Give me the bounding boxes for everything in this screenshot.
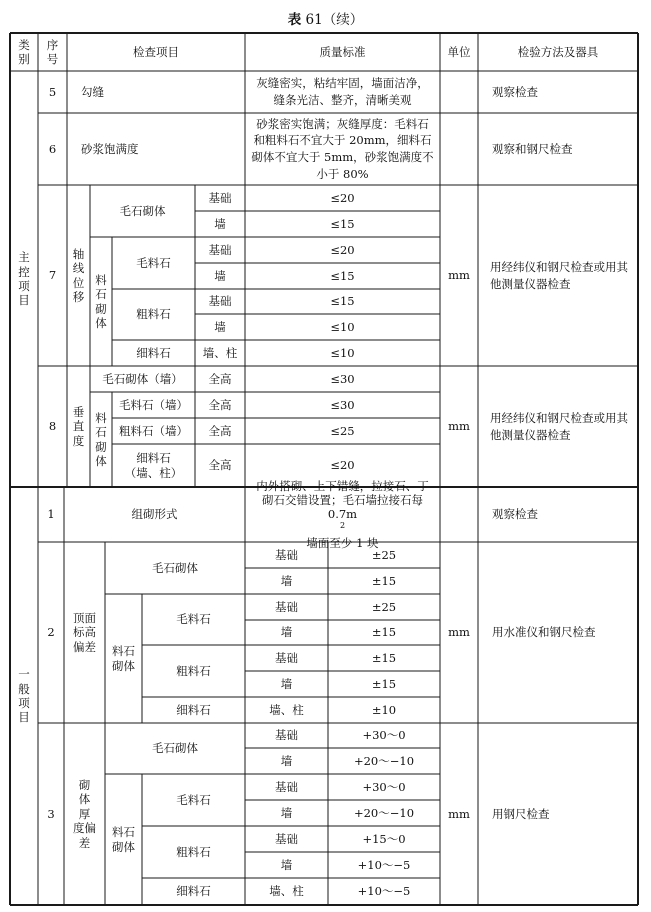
tolerance-value: ±15 [371,676,397,691]
part-label: 墙 [280,753,293,768]
header-unit: 单位 [447,44,471,59]
row-number: 1 [47,507,55,522]
standard-text: 内外搭砌、上下错缝，拉接石、丁砌石交错设置；毛石墙拉接石每 0.7m $^2$ 墙面至少 1 块 [256,478,429,551]
part-label: 墙、柱 [269,702,304,717]
row-number: 7 [48,268,57,283]
unit-text: mm [448,419,470,434]
item-label: 勾缝 [81,84,104,99]
sub-item: 粗料石 [176,663,211,678]
header-method: 检验方法及器具 [517,44,599,59]
part-label: 基础 [208,294,232,309]
part-label: 墙 [214,216,226,231]
row-number: 8 [48,419,57,434]
part-label: 墙 [280,573,293,588]
tolerance-value: +30～0 [362,779,406,794]
method-text: 用经纬仪和钢尺检查或用其他测量仪器检查 [490,410,628,442]
part-label: 基础 [275,599,298,614]
method-text: 用经纬仪和钢尺检查或用其他测量仪器检查 [490,259,628,291]
item-label-top-elevation: 顶面 标高 偏差 [73,610,96,654]
tolerance-value: +10～−5 [357,884,411,899]
tolerance-value: ≤20 [330,458,355,473]
sub-item: 细料石 [176,884,211,899]
row-number: 6 [48,141,57,156]
item-label-verticality: 垂 直 度 [72,404,85,448]
header-standard: 质量标准 [319,44,366,59]
tolerance-value: +30～0 [362,728,406,743]
standard-text: 砂浆密实饱满；灰缝厚度：毛料石和粗料石不宜大于 20mm，细料石砌体不宜大于 5mm，砂浆饱满度不小于 80% [251,116,434,181]
tolerance-value: +20～−10 [353,753,415,768]
part-label: 基础 [275,728,298,743]
sub-item: 毛料石 [136,255,171,270]
tolerance-value: ±15 [371,625,397,640]
sub-item: 毛石砌体 [152,560,198,575]
sub-item: 毛料石 [176,792,211,807]
tolerance-value: +10～−5 [357,857,411,872]
standard-text: 灰缝密实，粘结牢固，墙面洁净，缝条光洁、整齐，清晰美观 [256,76,429,107]
sub-item: 粗料石 [176,844,211,859]
part-label: 基础 [275,547,298,562]
method-text: 用水准仪和钢尺检查 [492,625,596,640]
part-label: 基础 [275,650,298,665]
part-label: 全高 [208,371,232,386]
tolerance-value: ≤10 [330,319,355,334]
method-text: 观察检查 [492,84,538,99]
part-label: 基础 [208,190,232,205]
table-title: 表 61（续） [287,12,364,28]
method-text: 用钢尺检查 [492,806,550,821]
tolerance-value: +15～0 [362,831,406,846]
method-text: 观察检查 [492,507,538,522]
sub-item: 细料石 [136,345,171,360]
tolerance-value: ±15 [371,573,397,588]
tolerance-value: ≤15 [330,268,355,283]
part-label: 全高 [208,397,232,412]
part-label: 墙 [214,268,226,283]
part-label: 墙、柱 [269,884,304,899]
part-label: 基础 [208,242,232,257]
row-number: 3 [47,806,55,821]
tolerance-value: ≤10 [330,345,355,360]
part-label: 基础 [275,831,298,846]
part-label: 墙、柱 [202,345,238,360]
item-label-thickness: 砌 体 厚 度偏 差 [73,778,96,850]
item-label: 组砌形式 [131,507,178,522]
part-label: 全高 [208,423,232,438]
tolerance-value: +20～−10 [353,805,415,820]
tolerance-value: ±25 [371,599,397,614]
row-number: 2 [47,625,55,640]
item-label: 砂浆饱满度 [81,141,139,156]
sub-item: 细料石 （墙、柱） [124,451,183,480]
tolerance-value: ≤25 [330,423,355,438]
sub-item: 毛石砌体（墙） [102,371,183,386]
sub-item: 细料石 [176,702,211,717]
part-label: 墙 [280,857,293,872]
header-item: 检查项目 [133,44,179,59]
category-general: 一 般 项 目 [18,667,30,725]
item-label-axis: 轴 线 位 移 [72,246,85,304]
part-label: 墙 [280,805,293,820]
tolerance-value: ≤30 [330,397,355,412]
unit-text: mm [448,268,470,283]
sub-item: 粗料石 [136,307,171,322]
header-number: 序 号 [46,37,59,66]
sub-item: 粗料石（墙） [119,423,188,438]
tolerance-value: ±25 [371,547,397,562]
tolerance-value: ±10 [371,702,397,717]
tolerance-value: ≤15 [330,294,355,309]
sub-group-label: 料石 砌体 [112,644,135,673]
part-label: 墙 [280,676,293,691]
part-label: 墙 [280,625,293,640]
sub-item: 毛料石（墙） [119,397,188,412]
part-label: 基础 [275,779,298,794]
tolerance-value: ≤20 [330,190,355,205]
header-category: 类 别 [18,37,30,66]
sub-item: 毛石砌体 [119,203,166,218]
sub-group-label: 料 石 砌 体 [95,410,107,468]
sub-group-label: 料石 砌体 [112,825,135,854]
method-text: 观察和钢尺检查 [492,141,573,156]
part-label: 墙 [214,319,226,334]
sub-item: 毛料石 [176,612,211,627]
sub-group-label: 料 石 砌 体 [95,272,107,330]
unit-text: mm [448,625,470,640]
tolerance-value: ≤15 [330,216,355,231]
row-number: 5 [48,84,57,99]
tolerance-value: ≤30 [330,371,355,386]
category-main: 主 控 项 目 [18,250,30,308]
tolerance-value: ±15 [371,650,397,665]
tolerance-value: ≤20 [330,242,355,257]
sub-item: 毛石砌体 [152,741,198,756]
part-label: 全高 [208,458,232,473]
unit-text: mm [448,806,470,821]
